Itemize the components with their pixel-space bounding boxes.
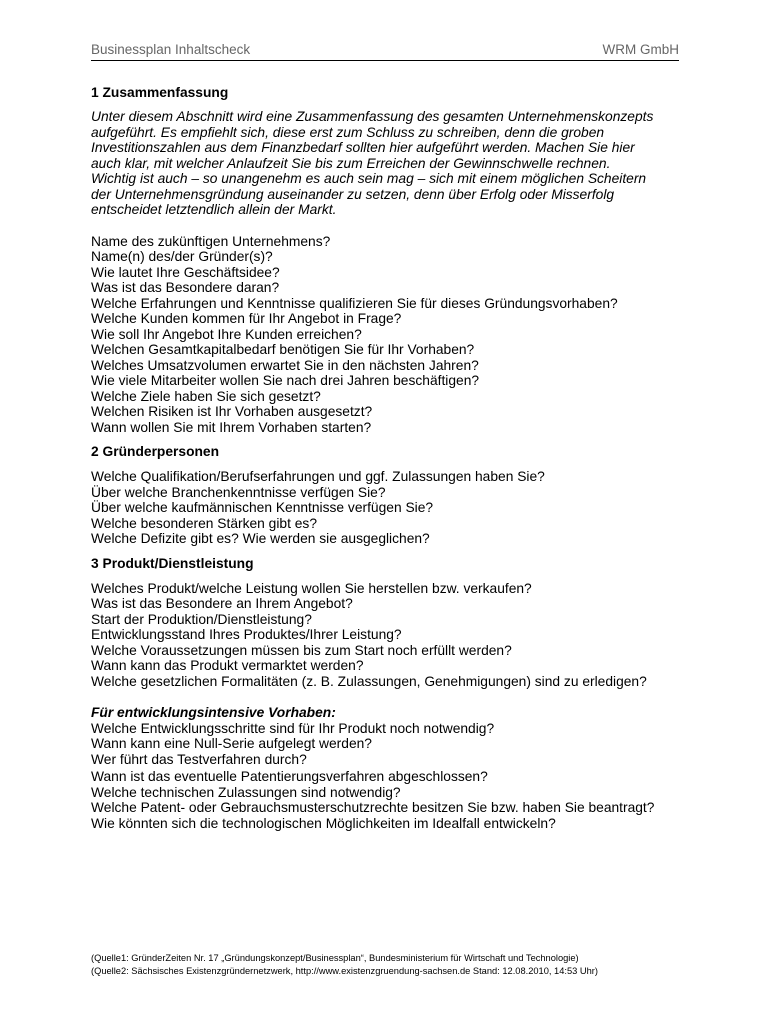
question: Welches Produkt/welche Leistung wollen Sie herstellen bzw. verkaufen?	[91, 580, 532, 596]
footer-source-1: (Quelle1: GründerZeiten Nr. 17 „Gründungskonzept/Businessplan“, Bundesministerium für Wirtschaft und Technologie)	[91, 953, 579, 963]
question: Wie könnten sich die technologischen Möglichkeiten im Idealfall entwickeln?	[91, 815, 556, 831]
section-2-questions	[91, 469, 691, 547]
question: Welche Kunden kommen für Ihr Angebot in Frage?	[91, 311, 402, 326]
section-3-title: 3 Produkt/Dienstleistung	[91, 555, 254, 571]
question: Über welche Branchenkenntnisse verfügen Sie?	[91, 484, 386, 500]
intro-line: Wichtig ist auch – so unangenehm es auch sein mag – sich mit einem möglichen Scheitern	[91, 171, 647, 186]
footer-source-2: (Quelle2: Sächsisches Existenzgründernetzwerk, http://www.existenzgruendung-sachsen.de Stand: 12.08.2010, 14:53 Uhr)	[91, 966, 598, 976]
question: Wann kann eine Null-Serie aufgelegt werden?	[91, 736, 372, 751]
question: Welche Voraussetzungen müssen bis zum Start noch erfüllt werden?	[91, 642, 512, 658]
question: Welche besonderen Stärken gibt es?	[91, 515, 318, 531]
question: Was ist das Besondere daran?	[91, 280, 280, 295]
question: Wann ist das eventuelle Patentierungsverfahren abgeschlossen?	[91, 769, 488, 784]
intro-line: der Unternehmensgründung auseinander zu setzen, denn über Erfolg oder Misserfolg	[91, 186, 615, 202]
intro-line: aufgeführt. Es empfiehlt sich, diese erst zum Schluss zu schreiben, denn die groben	[91, 124, 605, 140]
question: Über welche kaufmännischen Kenntnisse verfügen Sie?	[91, 500, 434, 515]
question: Welches Umsatzvolumen erwartet Sie in den nächsten Jahren?	[91, 357, 479, 373]
question: Name(n) des/der Gründer(s)?	[91, 249, 273, 264]
page-header	[91, 41, 679, 61]
question: Welche Entwicklungsschritte sind für Ihr Produkt noch notwendig?	[91, 720, 495, 736]
question: Welche Qualifikation/Berufserfahrungen und ggf. Zulassungen haben Sie?	[91, 469, 545, 484]
question: Wie lautet Ihre Geschäftsidee?	[91, 264, 280, 280]
intro-line: auch klar, mit welcher Anlaufzeit Sie bis zum Erreichen der Gewinnschwelle rechnen.	[91, 155, 611, 171]
header-company: WRM GmbH	[602, 42, 679, 57]
page-footer	[91, 952, 691, 978]
header-title: Businessplan Inhaltscheck	[91, 42, 251, 57]
question: Welchen Gesamtkapitalbedarf benötigen Sie für Ihr Vorhaben?	[91, 342, 475, 357]
question: Wie soll Ihr Angebot Ihre Kunden erreichen?	[91, 326, 362, 342]
development-questions	[91, 721, 691, 832]
question: Welche Patent- oder Gebrauchsmusterschutzrechte besitzen Sie bzw. haben Sie beantragt?	[91, 800, 655, 815]
question: Wann wollen Sie mit Ihrem Vorhaben starten?	[91, 419, 372, 435]
section-1-questions	[91, 234, 691, 436]
question: Welche gesetzlichen Formalitäten (z. B. Zulassungen, Genehmigungen) sind zu erledigen?	[91, 673, 647, 689]
question: Welche Defizite gibt es? Wie werden sie ausgeglichen?	[91, 531, 430, 546]
intro-line: Unter diesem Abschnitt wird eine Zusammenfassung des gesamten Unternehmenskonzepts	[91, 109, 654, 124]
question: Welche Ziele haben Sie sich gesetzt?	[91, 388, 321, 404]
development-subheading: Für entwicklungsintensive Vorhaben:	[91, 705, 336, 720]
question: Wer führt das Testverfahren durch?	[91, 751, 307, 767]
question: Was ist das Besondere an Ihrem Angebot?	[91, 596, 353, 611]
question: Start der Produktion/Dienstleistung?	[91, 611, 312, 627]
question: Welche technischen Zulassungen sind notwendig?	[91, 784, 401, 800]
intro-line: Investitionszahlen aus dem Finanzbedarf sollten hier aufgeführt werden. Machen Sie hier	[91, 140, 635, 155]
section-2-title: 2 Gründerpersonen	[91, 444, 220, 459]
question: Welche Erfahrungen und Kenntnisse qualifizieren Sie für dieses Gründungsvorhaben?	[91, 295, 618, 311]
question: Entwicklungsstand Ihres Produktes/Ihrer Leistung?	[91, 627, 402, 642]
document-body	[91, 84, 691, 831]
question: Wie viele Mitarbeiter wollen Sie nach drei Jahren beschäftigen?	[91, 373, 480, 388]
question: Wann kann das Produkt vermarktet werden?	[91, 658, 364, 673]
section-1-title: 1 Zusammenfassung	[91, 85, 229, 100]
question: Welchen Risiken ist Ihr Vorhaben ausgesetzt?	[91, 404, 373, 419]
question: Name des zukünftigen Unternehmens?	[91, 233, 331, 249]
section-1-intro	[91, 109, 691, 218]
section-3-questions	[91, 581, 691, 690]
intro-line: entscheidet letztendlich allein der Markt.	[91, 202, 337, 217]
